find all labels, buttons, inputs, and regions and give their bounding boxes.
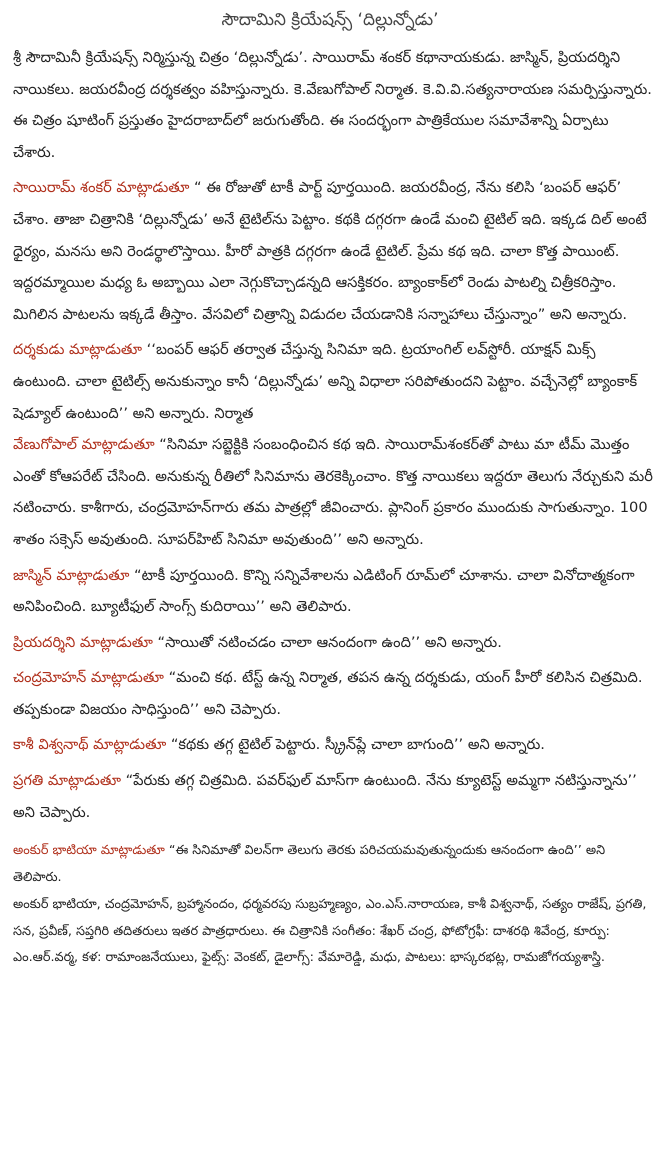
speaker-label: వేణుగోపాల్ మాట్లాడుతూ bbox=[13, 436, 155, 454]
quote-director bbox=[13, 334, 653, 429]
credits-paragraph: అంకుర్ భాటియా, చంద్రమోహన్, బ్రహ్మానందం, ధర్మవరపు సుబ్రహ్మణ్యం, ఎం.ఎస్.నారాయణ, కాశీ విశ్వనాథ్, సత్యం రాజేష్, ప్రగతి, సన, ప్రవీణ్, సప్తగిరి తదితరులు ఇతర పాత్రధారులు. ఈ చిత్రానికి సంగీతం: శేఖర్ చంద్ర, ఫోటోగ్రఫీ: దాశరథి శివేంద్ర, కూర్పు: ఎం.ఆర్.వర్మ, కళ: రామాంజనేయులు, ఫైట్స్: వెంకట్, డైలాగ్స్: వేమారెడ్డి, మధు, పాటలు: భాస్కరభట్ల, రామజోగయ్యశాస్త్రి. bbox=[13, 896, 647, 966]
speaker-label: ప్రియదర్శిని మాట్లాడుతూ bbox=[13, 633, 153, 651]
quote-ankur-bhatia bbox=[13, 838, 653, 892]
speaker-label: కాశీ విశ్వనాథ్ మాట్లాడుతూ bbox=[13, 736, 167, 754]
quote-text: “సాయితో నటించడం చాలా ఆనందంగా ఉంది’’ అని అన్నారు. bbox=[152, 633, 502, 651]
quote-chandramohan bbox=[13, 662, 653, 725]
speaker-label: ప్రగతి మాట్లాడుతూ bbox=[13, 772, 121, 790]
quote-priyadarshini bbox=[13, 627, 653, 659]
page-title: సౌదామిని క్రియేషన్స్ ‘దిల్లున్నోడు’ bbox=[221, 10, 439, 30]
quote-text: ‘‘బంపర్ ఆఫర్ తర్వాత చేస్తున్న సినిమా ఇది. ట్రయాంగిల్ లవ్‌స్టోరీ. యాక్షన్ మిక్స్ ఉంటుంది. చాలా టైటిల్స్ అనుకున్నాం కానీ ‘దిల్లున్నోడు’ అన్ని విధాలా సరిపోతుందని పెట్టాం. వచ్చేనెల్లో బ్యాంకాక్ షెడ్యూల్ ఉంటుంది’’ అని అన్నారు. నిర్మాత bbox=[13, 341, 638, 422]
quote-sairam bbox=[13, 172, 653, 330]
quote-pragathi bbox=[13, 765, 653, 828]
title-bar bbox=[0, 0, 660, 40]
quote-text: “టాకీ పూర్తయింది. కొన్ని సన్నివేశాలను ఎడిటింగ్ రూమ్‌లో చూశాను. చాలా వినోదాత్మకంగా అనిపించింది. బ్యూటీఫుల్ సాంగ్స్ కుదిరాయి’’ అని తెలిపారు. bbox=[13, 566, 635, 616]
speaker-label: సాయిరామ్ శంకర్ మాట్లాడుతూ bbox=[13, 179, 190, 197]
speaker-label: జాస్మిన్ మాట్లాడుతూ bbox=[13, 566, 130, 584]
quote-text: “ఈ సినిమాతో విలన్‌గా తెలుగు తెరకు పరిచయమవుతున్నందుకు ఆనందంగా ఉంది’’ అని తెలిపారు. bbox=[13, 843, 606, 886]
quote-text: “పేరుకు తగ్గ చిత్రమిది. పవర్‌ఫుల్ మాస్‌గా ఉంటుంది. నేను క్యూటెస్ట్ అమ్మగా నటిస్తున్నాను’’ అని చెప్పారు. bbox=[13, 772, 637, 821]
speaker-label: దర్శకుడు మాట్లాడుతూ bbox=[13, 341, 143, 359]
quote-jasmine bbox=[13, 560, 653, 623]
quote-kasi-viswanath bbox=[13, 729, 653, 761]
intro-paragraph: శ్రీ సౌదామినీ క్రియేషన్స్ నిర్మిస్తున్న చిత్రం ‘దిల్లున్నోడు’. సాయిరామ్ శంకర్ కథానాయకుడు. జాస్మిన్, ప్రియదర్శిని నాయికలు. జయరవీంద్ర దర్శకత్వం వహిస్తున్నారు. కె.వేణుగోపాల్ నిర్మాత. కె.వి.వి.సత్యనారాయణ సమర్పిస్తున్నారు. ఈ చిత్రం షూటింగ్ ప్రస్తుతం హైదరాబాద్‌లో జరుగుతోంది. ఈ సందర్భంగా పాత్రికేయుల సమావేశాన్ని ఏర్పాటు చేశారు. bbox=[13, 49, 652, 161]
speaker-label: అంకుర్ భాటియా మాట్లాడుతూ bbox=[13, 843, 165, 859]
article-body bbox=[13, 42, 653, 972]
quote-text: “కథకు తగ్గ టైటిల్ పెట్టారు. స్క్రీన్‌ప్లే చాలా బాగుంది’’ అని అన్నారు. bbox=[166, 736, 545, 754]
quote-venugopal bbox=[13, 429, 653, 555]
quote-text: “మంచి కథ. టేస్ట్ ఉన్న నిర్మాత, తపన ఉన్న దర్శకుడు, యంగ్ హీరో కలిసిన చిత్రమిది. తప్పకుండా విజయం సాధిస్తుంది’’ అని చెప్పారు. bbox=[13, 669, 643, 718]
quote-text: “ ఈ రోజుతో టాకీ పార్ట్ పూర్తయింది. జయరవీంద్ర, నేను కలిసి ‘బంపర్ ఆఫర్’ చేశాం. తాజా చిత్రానికి ‘దిల్లున్నోడు’ అనే టైటిల్‌ను పెట్టాం. కథకి దగ్గరగా ఉండే మంచి టైటిల్ ఇది. ఇక్కడ దిల్ అంటే ధైర్యం, మనసు అని రెండర్థాలొస్తాయి. హీరో పాత్రకి దగ్గరగా ఉండే టైటిల్. ప్రేమ కథ ఇది. చాలా కొత్త పాయింట్. ఇద్దరమ్మాయిల మధ్య ఓ అబ్బాయి ఎలా నెగ్గుకొచ్చాడన్నది ఆసక్తికరం. బ్యాంకాక్‌లో రెండు పాటల్ని చిత్రీకరిస్తాం. మిగిలిన పాటలను ఇక్కడే తీస్తాం. వేసవిలో చిత్రాన్ని విడుదల చేయడానికి సన్నాహాలు చేస్తున్నాం” అని అన్నారు. bbox=[13, 179, 647, 323]
quote-text: “సినిమా సబ్జెక్టికి సంబంధించిన కథ ఇది. సాయిరామ్‌శంకర్‌తో పాటు మా టీమ్ మొత్తం ఎంతో కోఆపరేట్ చేసింది. అనుకున్న రీతిలో సినిమాను తెరకెక్కించాం. కొత్త నాయికలు ఇద్దరూ తెలుగు నేర్చుకుని మరీ నటించారు. కాశీగారు, చంద్రమోహన్‌గారు తమ పాత్రల్లో జీవించారు. ప్లానింగ్ ప్రకారం ముందుకు సాగుతున్నాం. 100 శాతం సక్సెస్ అవుతుంది. సూపర్‌హిట్ సినిమా అవుతుంది’’ అని అన్నారు. bbox=[13, 436, 653, 548]
speaker-label: చంద్రమోహన్ మాట్లాడుతూ bbox=[13, 669, 164, 687]
